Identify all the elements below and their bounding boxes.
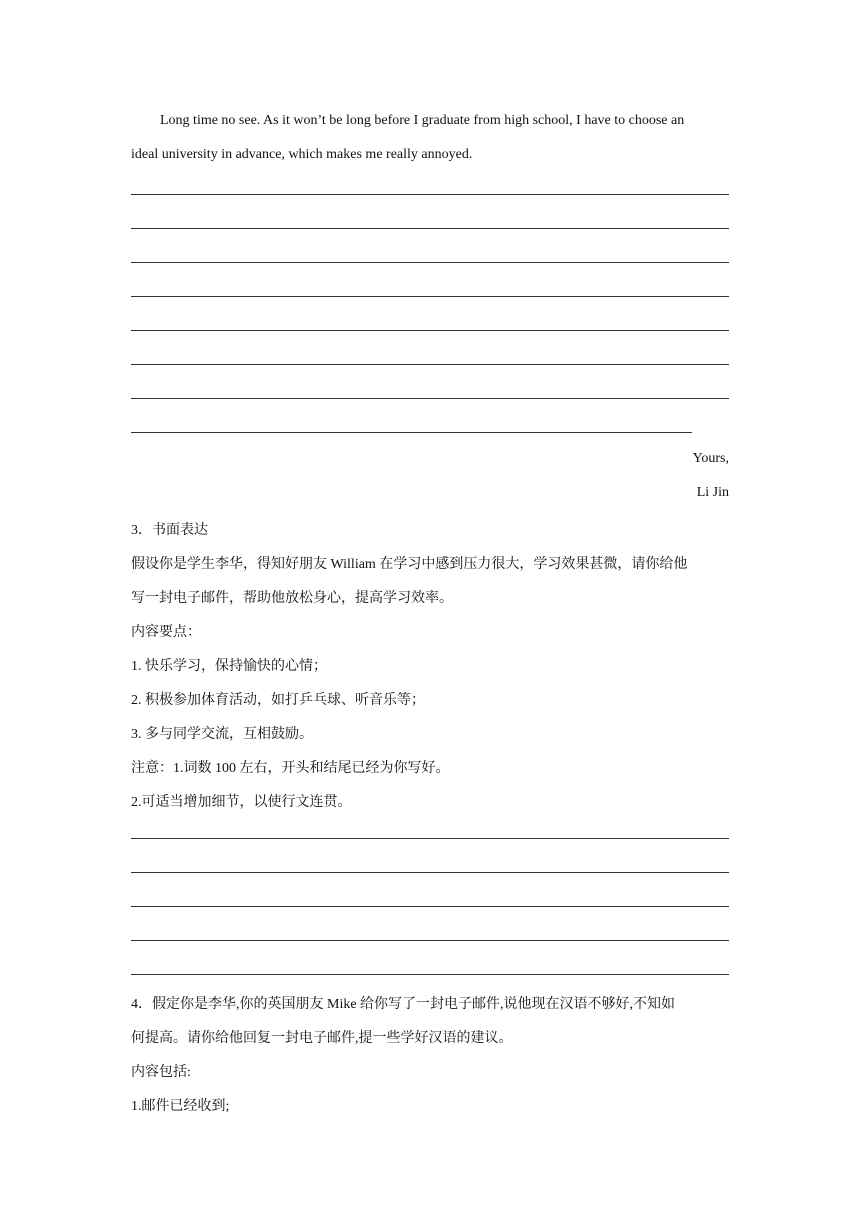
question-3-prompt-line-1: 假设你是学生李华，得知好朋友 William 在学习中感到压力很大，学习效果甚微，请你给他 bbox=[131, 557, 688, 572]
answer-line bbox=[131, 262, 729, 263]
question-3-points-label: 内容要点： bbox=[131, 625, 201, 640]
question-4-contents-label: 内容包括: bbox=[131, 1065, 191, 1080]
answer-line bbox=[131, 940, 729, 941]
question-3-point-3: 3. 多与同学交流，互相鼓励。 bbox=[131, 727, 313, 742]
answer-line bbox=[131, 872, 729, 873]
answer-line bbox=[131, 364, 729, 365]
question-3-prompt-line-2: 写一封电子邮件，帮助他放松身心，提高学习效率。 bbox=[131, 591, 453, 606]
question-3-point-1: 1. 快乐学习，保持愉快的心情； bbox=[131, 659, 327, 674]
answer-line bbox=[131, 906, 729, 907]
letter-closing: Yours, bbox=[692, 451, 729, 466]
question-4-prompt-line-1: 4．假定你是李华,你的英国朋友 Mike 给你写了一封电子邮件,说他现在汉语不够好,不知如 bbox=[131, 997, 676, 1012]
answer-line bbox=[131, 330, 729, 331]
question-3-note-1: 注意：1.词数 100 左右，开头和结尾已经为你写好。 bbox=[131, 761, 450, 776]
question-4-item-1: 1.邮件已经收到; bbox=[131, 1099, 230, 1114]
question-4-prompt-line-2: 何提高。请你给他回复一封电子邮件,提一些学好汉语的建议。 bbox=[131, 1031, 513, 1046]
answer-line bbox=[131, 432, 692, 433]
question-3-note-2: 2.可适当增加细节，以使行文连贯。 bbox=[131, 795, 352, 810]
answer-line bbox=[131, 838, 729, 839]
letter-paragraph-line-2: ideal university in advance, which makes me really annoyed. bbox=[131, 147, 473, 162]
question-3-heading: 3．书面表达 bbox=[131, 523, 208, 538]
letter-signature: Li Jin bbox=[696, 485, 729, 500]
letter-paragraph-line-1: Long time no see. As it won’t be long before I graduate from high school, I have to choose an bbox=[160, 113, 685, 128]
answer-line bbox=[131, 228, 729, 229]
question-3-point-2: 2. 积极参加体育活动，如打乒乓球、听音乐等； bbox=[131, 693, 425, 708]
answer-line bbox=[131, 296, 729, 297]
answer-line bbox=[131, 974, 729, 975]
answer-line bbox=[131, 194, 729, 195]
answer-line bbox=[131, 398, 729, 399]
